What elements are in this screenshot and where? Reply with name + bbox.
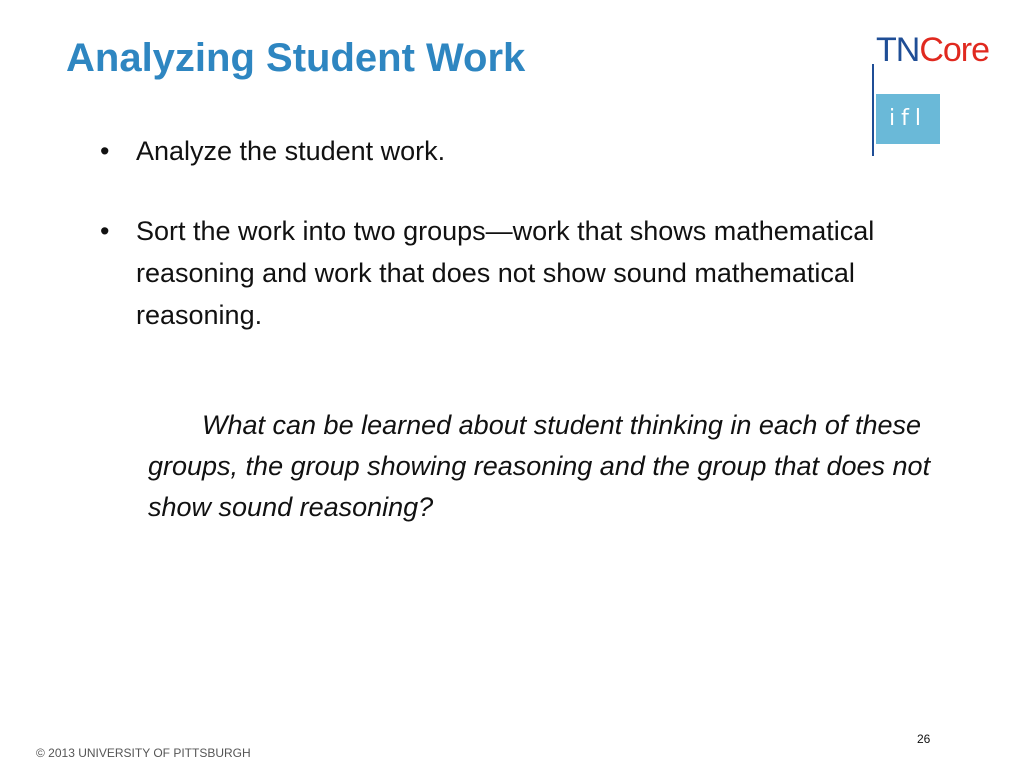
bullet-item [100,130,960,172]
logo-tn-text: TN [876,31,920,69]
logo-core-text: Core [919,31,990,69]
bullet-text: Analyze the student work. [136,136,446,166]
copyright-footer: © 2013 UNIVERSITY OF PITTSBURGH [36,746,251,760]
slide-number: 26 [917,732,931,746]
bullet-list [100,130,960,374]
logo-ifl-box: ifl [876,94,940,144]
bullet-marker: • [100,216,110,246]
bullet-marker: • [100,136,110,166]
bullet-text: Sort the work into two groups—work that shows mathematical reasoning and work that does not show sound mathematical reasoning. [136,216,875,330]
logo-wordmark [876,30,989,70]
bullet-item [100,210,960,336]
reflection-question: What can be learned about student thinking in each of these groups, the group showing reasoning and the group that does not show sound reasoning? [148,410,931,522]
tncore-ifl-logo [868,30,1008,130]
slide-title: Analyzing Student Work [66,36,526,80]
